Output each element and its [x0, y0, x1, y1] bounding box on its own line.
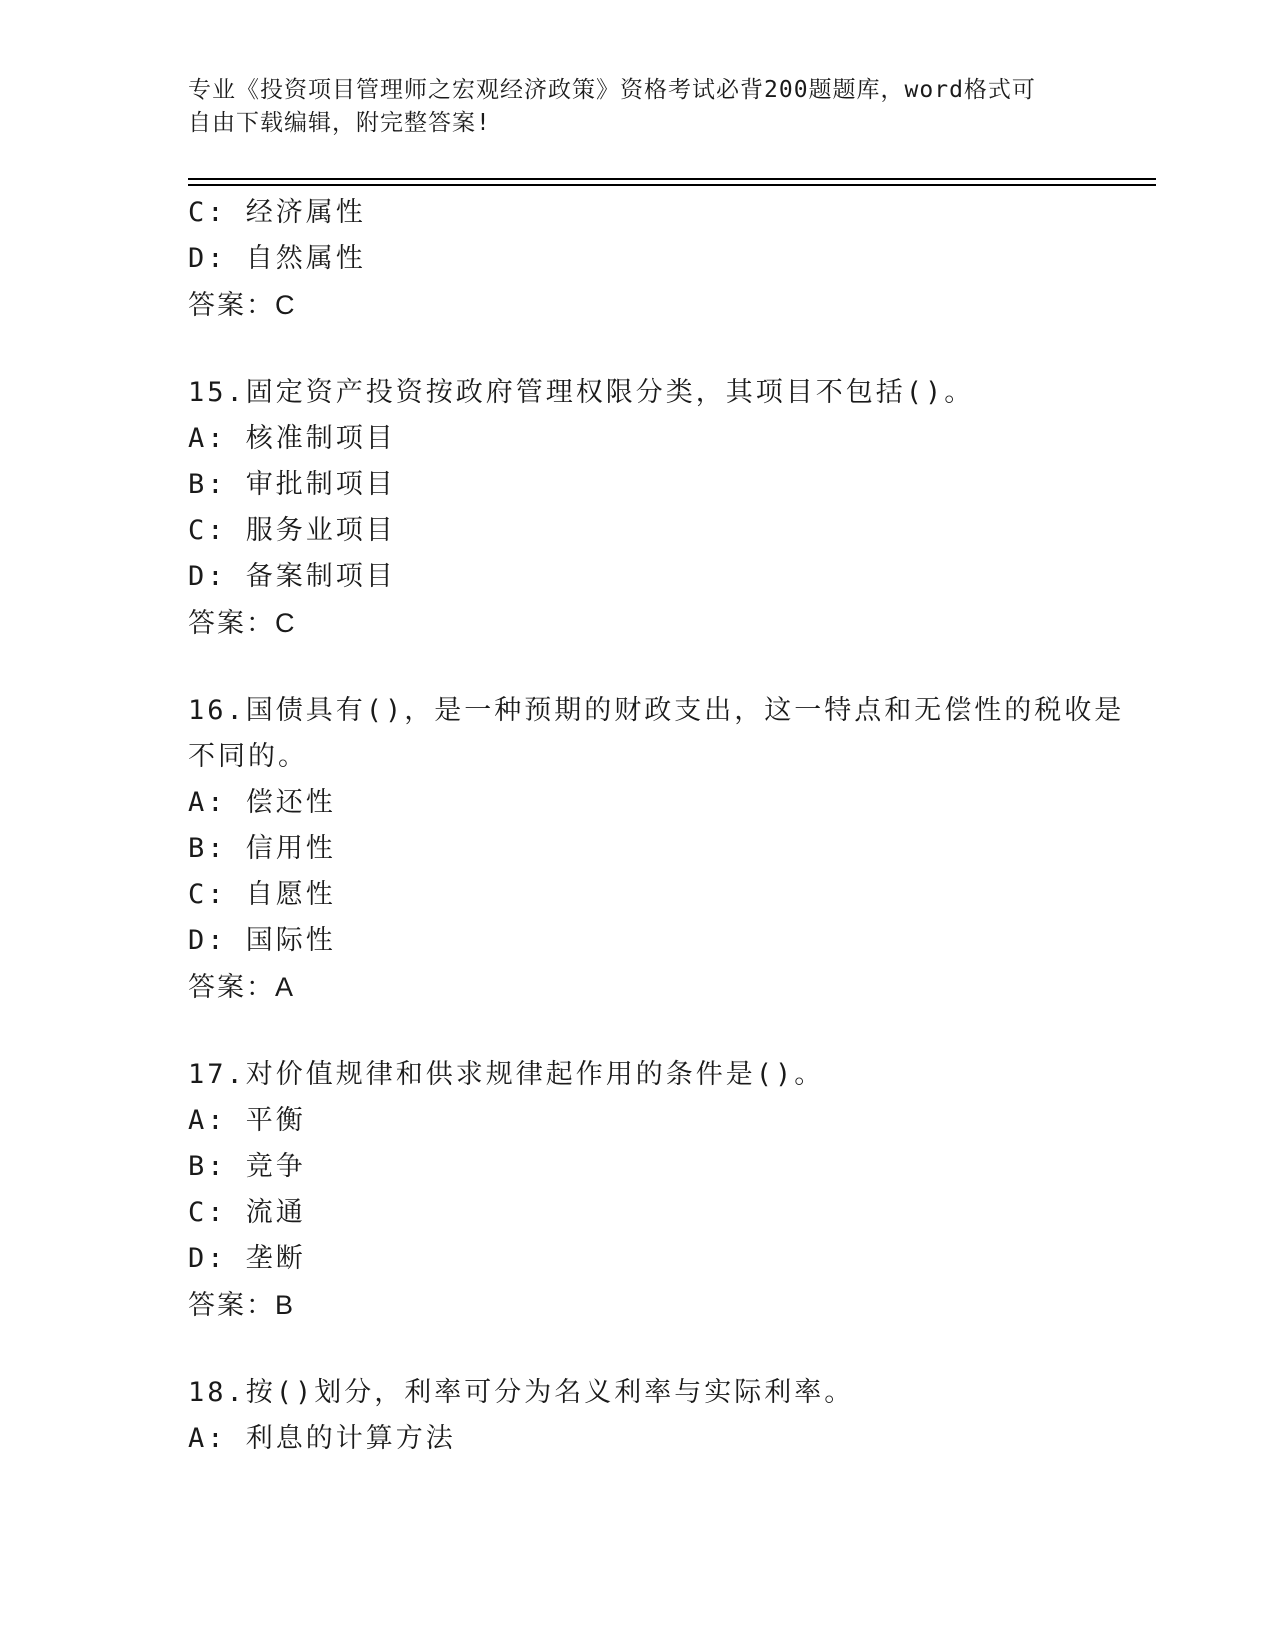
option-prefix: C: — [188, 879, 227, 910]
question-stem: 15.固定资产投资按政府管理权限分类，其项目不包括()。 — [188, 377, 975, 408]
option-c — [188, 872, 1088, 918]
option-d — [188, 1236, 1088, 1282]
option-prefix: D: — [188, 561, 227, 592]
option-prefix: D: — [188, 243, 227, 274]
question-continued — [188, 190, 1088, 328]
option-c — [188, 190, 1088, 236]
header-line-1: 专业《投资项目管理师之宏观经济政策》资格考试必背200题题库，word格式可 — [188, 77, 1036, 103]
option-text: 国际性 — [245, 925, 336, 956]
option-a — [188, 1416, 1088, 1462]
header-line-2: 自由下载编辑，附完整答案! — [188, 110, 491, 136]
option-text: 垄断 — [245, 1243, 306, 1274]
option-b — [188, 462, 1088, 508]
option-c — [188, 1190, 1088, 1236]
option-d — [188, 236, 1088, 282]
option-c — [188, 508, 1088, 554]
option-prefix: C: — [188, 1197, 227, 1228]
question-18 — [188, 1370, 1088, 1462]
option-prefix: C: — [188, 515, 227, 546]
question-stem: 17.对价值规律和供求规律起作用的条件是()。 — [188, 1059, 825, 1090]
option-prefix: D: — [188, 925, 227, 956]
question-stem-line-1: 16.国债具有()，是一种预期的财政支出，这一特点和无偿性的税收是 — [188, 695, 1125, 726]
answer-line: 答案：C — [188, 290, 297, 320]
option-prefix: C: — [188, 197, 227, 228]
option-text: 自然属性 — [245, 243, 366, 274]
option-prefix: A: — [188, 1105, 227, 1136]
option-d — [188, 554, 1088, 600]
question-stem-line-2: 不同的。 — [188, 741, 308, 772]
option-a — [188, 780, 1088, 826]
header-divider-top — [188, 178, 1156, 180]
option-text: 核准制项目 — [245, 423, 396, 454]
option-prefix: A: — [188, 1423, 227, 1454]
option-text: 信用性 — [245, 833, 336, 864]
option-a — [188, 416, 1088, 462]
option-text: 备案制项目 — [245, 561, 396, 592]
document-header — [188, 74, 1088, 140]
option-prefix: A: — [188, 787, 227, 818]
option-text: 平衡 — [245, 1105, 306, 1136]
option-prefix: B: — [188, 1151, 227, 1182]
option-text: 偿还性 — [245, 787, 336, 818]
option-text: 流通 — [245, 1197, 306, 1228]
option-prefix: B: — [188, 469, 227, 500]
question-16 — [188, 688, 1125, 1010]
header-divider-bottom — [188, 184, 1156, 186]
option-prefix: D: — [188, 1243, 227, 1274]
answer-line: 答案：B — [188, 1290, 296, 1320]
option-text: 审批制项目 — [245, 469, 396, 500]
question-17 — [188, 1052, 1088, 1328]
question-list — [188, 190, 1125, 1462]
option-text: 竞争 — [245, 1151, 306, 1182]
option-b — [188, 826, 1088, 872]
answer-line: 答案：C — [188, 608, 297, 638]
option-text: 经济属性 — [245, 197, 366, 228]
option-d — [188, 918, 1088, 964]
question-stem: 18.按()划分，利率可分为名义利率与实际利率。 — [188, 1377, 855, 1408]
option-text: 服务业项目 — [245, 515, 396, 546]
answer-line: 答案：A — [188, 972, 296, 1002]
option-text: 自愿性 — [245, 879, 336, 910]
option-prefix: A: — [188, 423, 227, 454]
question-15 — [188, 370, 1088, 646]
option-b — [188, 1144, 1088, 1190]
option-a — [188, 1098, 1088, 1144]
option-prefix: B: — [188, 833, 227, 864]
option-text: 利息的计算方法 — [245, 1423, 456, 1454]
